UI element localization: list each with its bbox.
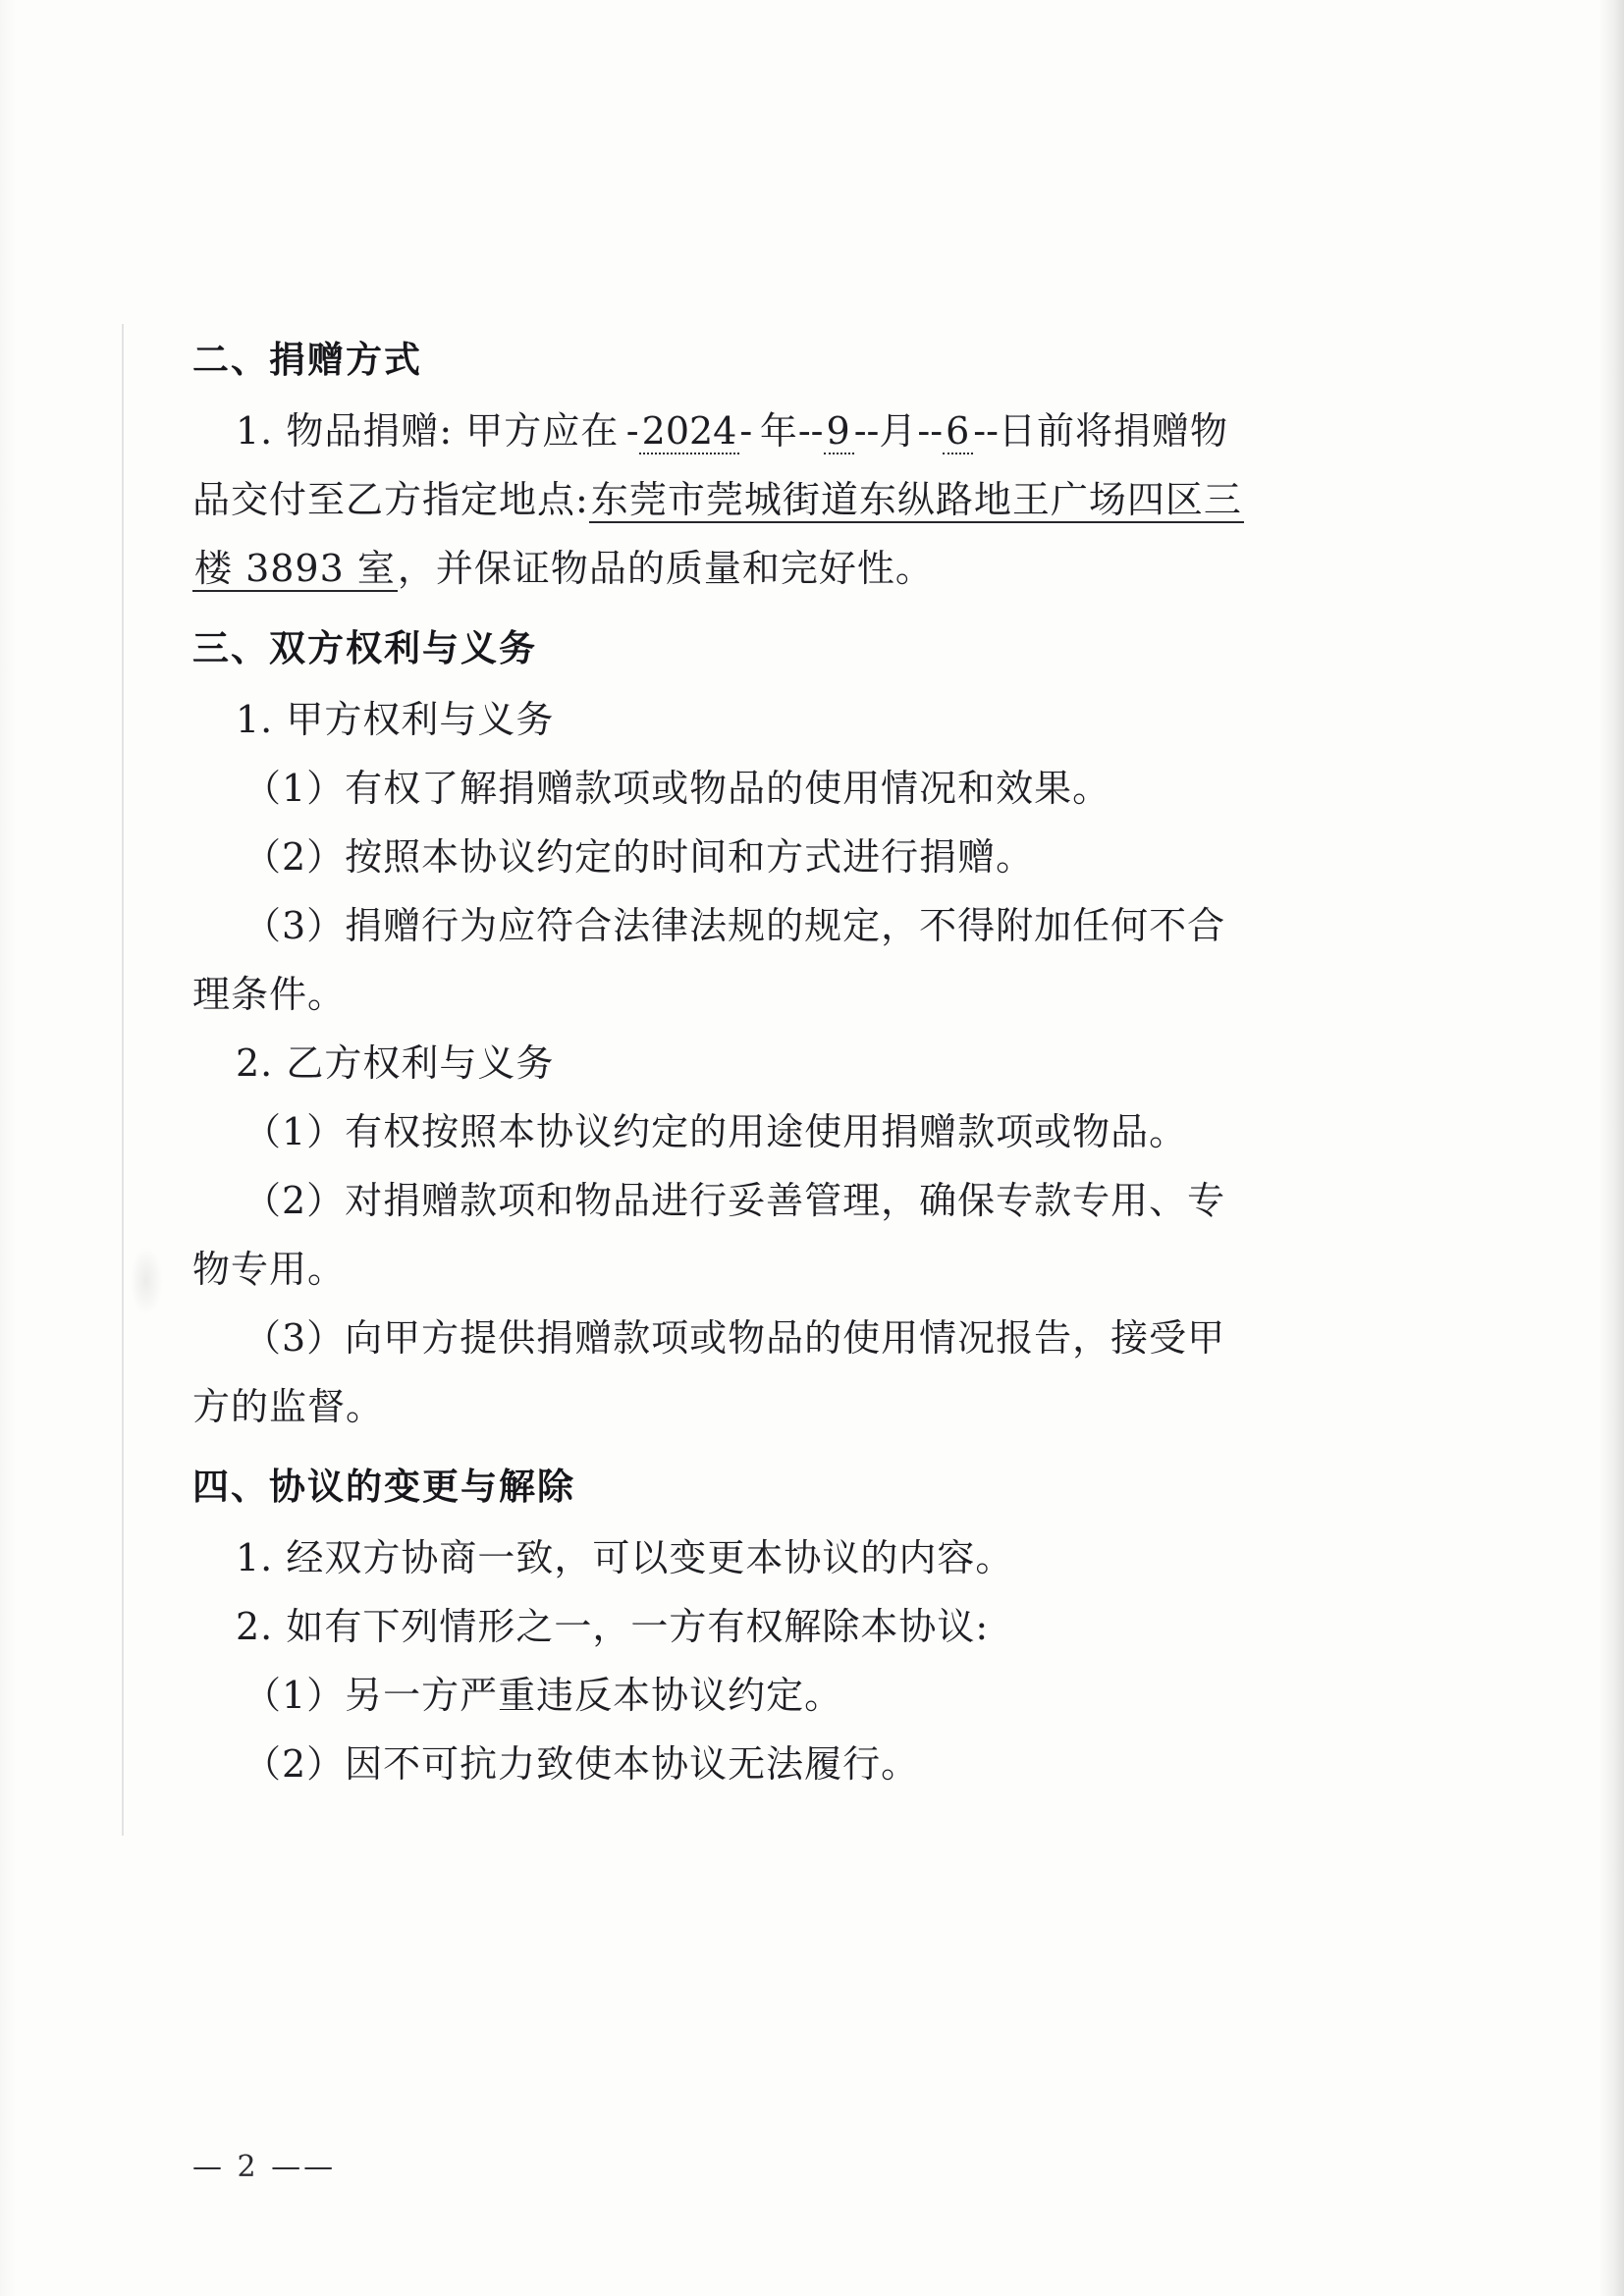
clause-3-1: 1. 甲方权利与义务 [236, 698, 555, 741]
delivery-address-part-2: 楼 3893 室 [194, 547, 396, 590]
scan-edge-right [1598, 0, 1624, 2296]
clause-3-2-2-cont: 物专用。 [192, 1248, 347, 1291]
year-unit: 年 [759, 409, 798, 453]
clause-3-1-1: （1）有权了解捐赠款项或物品的使用情况和效果。 [244, 767, 1111, 810]
donation-method-line-1 [192, 397, 1428, 465]
scan-fold-line [122, 324, 124, 1836]
year-value: 2024 [639, 409, 740, 454]
day-unit-and-text: 日前将捐赠物 [998, 409, 1228, 453]
donation-method-line-2 [192, 465, 1428, 534]
donation-method-suffix: ，并保证物品的质量和完好性。 [397, 547, 934, 590]
clause-4-2-2: （2）因不可抗力致使本协议无法履行。 [244, 1742, 920, 1786]
dash-before-day: -- [917, 409, 944, 453]
page-footer: — 2 —— [192, 2150, 337, 2184]
month-value: 9 [824, 409, 854, 454]
dash-after-month: -- [853, 409, 880, 453]
clause-3-2-3: （3）向甲方提供捐赠款项或物品的使用情况报告，接受甲 [244, 1316, 1226, 1360]
section-heading-2: 二、捐赠方式 [192, 339, 422, 381]
delivery-location-prefix: 品交付至乙方指定地点: [192, 478, 589, 521]
month-unit: 月 [879, 409, 918, 453]
clause-3-2-3-cont: 方的监督。 [192, 1385, 385, 1428]
clause-3-2: 2. 乙方权利与义务 [236, 1041, 555, 1085]
donation-method-prefix: 1. 物品捐赠: 甲方应在 [236, 409, 620, 453]
delivery-address-part-1: 东莞市莞城街道东纵路地王广场四区三 [590, 478, 1242, 521]
document-body [192, 324, 1428, 1798]
clause-3-1-3: （3）捐赠行为应符合法律法规的规定，不得附加任何不合 [244, 904, 1226, 947]
section-heading-3: 三、双方权利与义务 [192, 627, 537, 669]
clause-4-1: 1. 经双方协商一致，可以变更本协议的内容。 [236, 1536, 1014, 1579]
clause-3-2-2: （2）对捐赠款项和物品进行妥善管理，确保专款专用、专 [244, 1179, 1226, 1222]
scan-edge-left [0, 0, 16, 2296]
clause-3-1-3-cont: 理条件。 [192, 973, 347, 1016]
paragraph-donation-method [192, 397, 1428, 603]
donation-method-line-3 [192, 534, 1428, 603]
clause-4-2-1: （1）另一方严重违反本协议约定。 [244, 1674, 843, 1717]
day-value: 6 [943, 409, 973, 454]
clause-4-2: 2. 如有下列情形之一，一方有权解除本协议: [236, 1605, 990, 1648]
dash-after-year: - [739, 409, 760, 453]
dash-before-month: -- [797, 409, 824, 453]
clause-3-1-2: （2）按照本协议约定的时间和方式进行捐赠。 [244, 835, 1035, 879]
section-heading-4: 四、协议的变更与解除 [192, 1466, 575, 1508]
clause-3-2-1: （1）有权按照本协议约定的用途使用捐赠款项或物品。 [244, 1110, 1188, 1153]
dash-before-year: - [619, 409, 639, 453]
scan-smudge [130, 1247, 163, 1315]
dash-after-day: -- [973, 409, 999, 453]
